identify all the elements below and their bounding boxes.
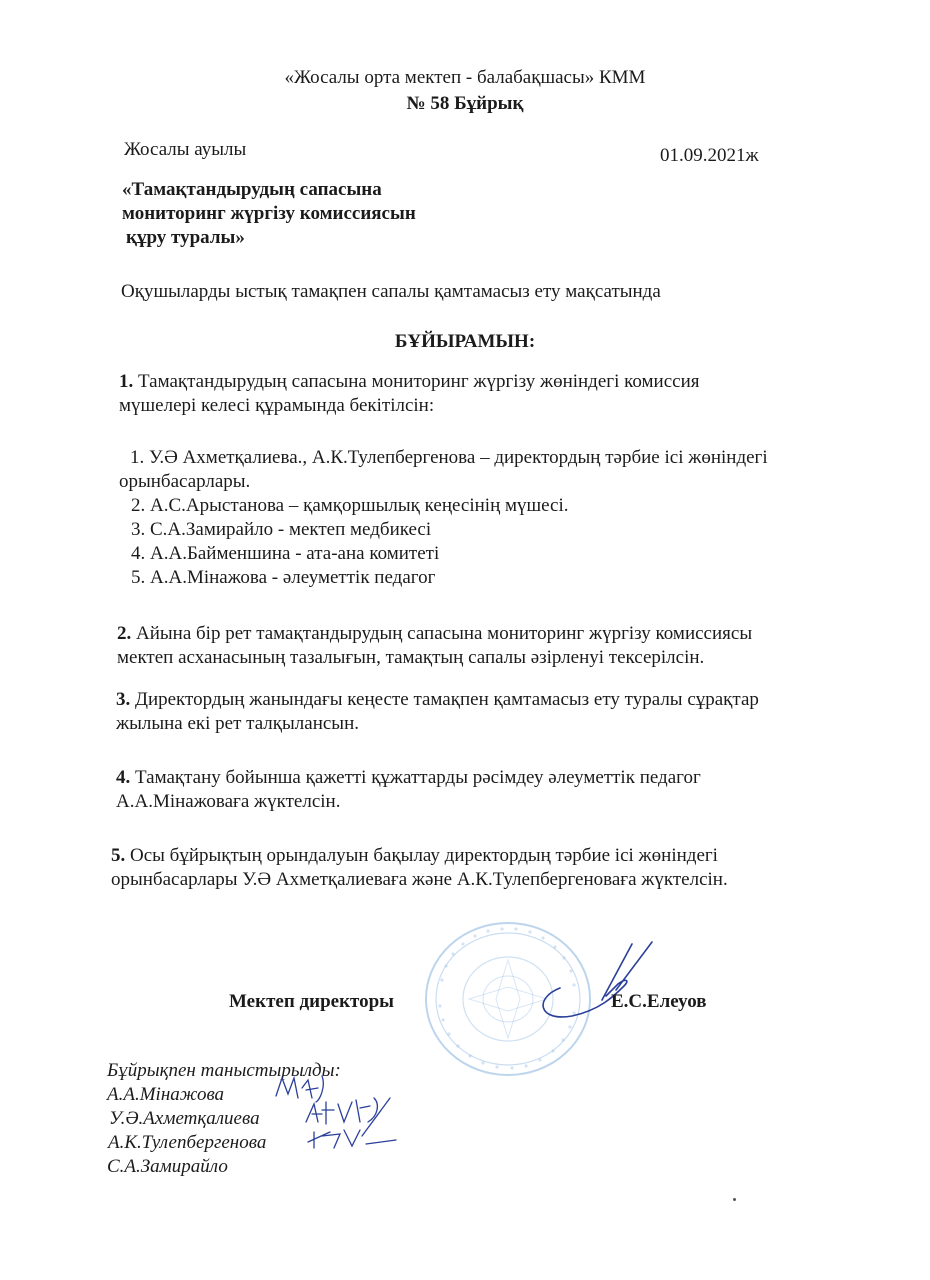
member-1-line-1: 1. У.Ә Ахметқалиева., А.К.Тулепбергенова – директордың тәрбие ісі жөніндегі	[130, 447, 768, 468]
order-date: 01.09.2021ж	[660, 145, 759, 166]
acknowledged-name-1: А.А.Мінажова	[107, 1084, 225, 1105]
item-2-line-2: мектеп асханасының тазалығын, тамақтың сапалы әзірленуі тексерілсін.	[117, 647, 705, 668]
item-1-line-1	[119, 370, 699, 394]
item-1-number: 1.	[119, 371, 134, 392]
member-4: 4. А.А.Байменшина - ата-ана комитеті	[131, 543, 440, 564]
scan-speck	[733, 1198, 736, 1201]
acknowledged-name-3: А.К.Тулепбергенова	[108, 1132, 267, 1153]
subject-line-2: мониторинг жүргізу комиссиясын	[122, 203, 416, 224]
item-5-text: Осы бұйрықтың орындалуын бақылау директордың тәрбие ісі жөніндегі	[125, 845, 718, 866]
acknowledged-heading: Бұйрықпен таныстырылды:	[107, 1060, 341, 1081]
member-1-line-2: орынбасарлары.	[119, 471, 251, 492]
signature-akhmetkalieva-tulepbergenova	[300, 1092, 400, 1152]
member-5: 5. А.А.Мінажова - әлеуметтік педагог	[131, 567, 436, 588]
place: Жосалы ауылы	[124, 139, 247, 160]
acknowledged-name-4: С.А.Замирайло	[107, 1156, 228, 1177]
item-4-text: Тамақтану бойынша қажетті құжаттарды рәсімдеу әлеуметтік педагог	[130, 767, 701, 788]
item-2-text: Айына бір рет тамақтандырудың сапасына мониторинг жүргізу комиссиясы	[131, 623, 753, 644]
acknowledged-name-2: У.Ә.Ахметқалиева	[109, 1108, 260, 1129]
item-5-number: 5.	[111, 845, 126, 866]
command-heading: БҰЙЫРАМЫН:	[394, 331, 536, 352]
item-2-number: 2.	[117, 623, 132, 644]
item-3-line-1	[116, 688, 759, 712]
order-number: № 58 Бұйрық	[406, 93, 524, 114]
item-4-line-2: А.А.Мінажоваға жүктелсін.	[116, 791, 341, 812]
item-3-text: Директордың жанындағы кеңесте тамақпен қамтамасыз ету туралы сұрақтар	[130, 689, 759, 710]
item-4-number: 4.	[116, 767, 131, 788]
organization-name: «Жосалы орта мектеп - балабақшасы» КММ	[284, 67, 646, 88]
item-4-line-1	[116, 766, 701, 790]
intro-text: Оқушыларды ыстық тамақпен сапалы қамтамасыз ету мақсатында	[121, 281, 661, 302]
item-5-line-2: орынбасарлары У.Ә Ахметқалиеваға және А.К.Тулепбергеноваға жүктелсін.	[111, 869, 728, 890]
subject-line-1: «Тамақтандырудың сапасына	[122, 179, 382, 200]
item-5-line-1	[111, 844, 718, 868]
item-3-line-2: жылына екі рет талқылансын.	[116, 713, 359, 734]
item-3-number: 3.	[116, 689, 131, 710]
item-1-text: Тамақтандырудың сапасына мониторинг жүргізу жөніндегі комиссия	[133, 371, 700, 392]
item-2-line-1	[117, 622, 752, 646]
director-name: Е.С.Елеуов	[611, 991, 707, 1012]
item-1-line-2: мүшелері келесі құрамында бекітілсін:	[119, 395, 435, 416]
subject-line-3: құру туралы»	[126, 227, 245, 248]
member-2: 2. А.С.Арыстанова – қамқоршылық кеңесінің мүшесі.	[131, 495, 569, 516]
director-title: Мектеп директоры	[229, 991, 395, 1012]
member-3: 3. С.А.Замирайло - мектеп медбикесі	[131, 519, 432, 540]
